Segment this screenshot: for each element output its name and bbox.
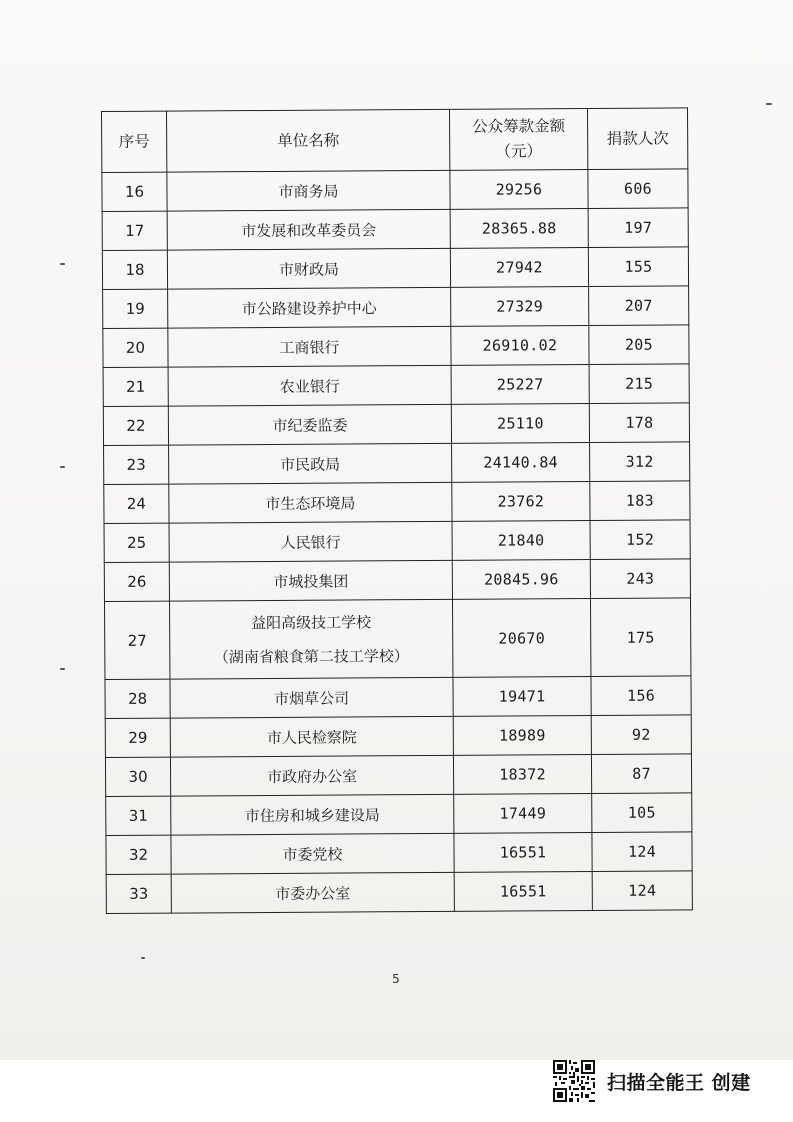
scan-speck [766, 103, 772, 105]
scan-speck [60, 263, 65, 265]
cell-unit: 市公路建设养护中心 [168, 287, 451, 328]
cell-index: 31 [106, 796, 171, 835]
cell-amount: 28365.88 [450, 209, 588, 249]
table-row [104, 598, 690, 680]
cell-unit: 工商银行 [168, 326, 451, 367]
cell-unit: 市住房和城乡建设局 [171, 794, 454, 835]
cell-index: 33 [106, 874, 171, 913]
cell-index: 22 [103, 406, 168, 445]
table-row [104, 559, 690, 602]
cell-donors: 92 [591, 715, 691, 755]
cell-unit: 市纪委监委 [168, 404, 451, 445]
cell-unit: 市发展和改革委员会 [167, 209, 450, 250]
header-index: 序号 [102, 111, 167, 172]
cell-unit: 人民银行 [169, 521, 452, 562]
cell-index: 18 [102, 250, 167, 289]
table-row [102, 247, 688, 290]
cell-amount: 16551 [454, 872, 592, 912]
cell-unit [169, 599, 452, 679]
cell-unit: 农业银行 [168, 365, 451, 406]
donation-table [101, 107, 693, 914]
table-row [106, 871, 692, 914]
cell-donors: 175 [590, 598, 690, 677]
cell-index: 26 [104, 562, 169, 601]
header-amount [449, 109, 587, 171]
cell-amount: 26910.02 [451, 326, 589, 366]
cell-index: 24 [104, 484, 169, 523]
cell-amount: 16551 [454, 833, 592, 873]
cell-index: 29 [105, 718, 170, 757]
table-row [105, 676, 691, 719]
cell-donors: 155 [588, 247, 688, 287]
table-row [103, 286, 689, 329]
cell-donors: 243 [590, 559, 690, 599]
cell-donors: 215 [589, 364, 689, 404]
table-row [105, 715, 691, 758]
cell-donors: 124 [592, 871, 692, 911]
cell-donors: 205 [589, 325, 689, 365]
table-row [105, 754, 691, 797]
header-amount-line1: 公众筹款金额 [472, 117, 566, 136]
cell-amount: 21840 [452, 521, 590, 561]
cell-index: 23 [104, 445, 169, 484]
cell-unit: 市人民检察院 [170, 716, 453, 757]
cell-donors: 207 [589, 286, 689, 326]
table-row [104, 520, 690, 563]
cell-unit: 市民政局 [169, 443, 452, 484]
cell-donors: 178 [589, 403, 689, 443]
cell-index: 19 [103, 289, 168, 328]
cell-index: 30 [105, 757, 170, 796]
scan-speck [60, 668, 65, 670]
cell-amount: 20670 [452, 599, 590, 678]
cell-amount: 23762 [452, 482, 590, 522]
cell-amount: 19471 [453, 677, 591, 717]
cell-index: 28 [105, 679, 170, 718]
cell-amount: 27329 [451, 287, 589, 327]
page-number: 5 [392, 972, 400, 986]
table-header-row [102, 108, 688, 173]
cell-unit-line2: （湖南省粮食第二技工学校） [213, 646, 409, 666]
cell-unit: 市委办公室 [171, 872, 454, 913]
cell-unit: 市财政局 [167, 248, 450, 289]
cell-index: 32 [106, 835, 171, 874]
cell-donors: 183 [590, 481, 690, 521]
table-row [103, 325, 689, 368]
cell-unit: 市政府办公室 [170, 755, 453, 796]
cell-unit: 市烟草公司 [170, 677, 453, 718]
cell-index: 16 [102, 172, 167, 211]
cell-index: 20 [103, 328, 168, 367]
table-row [104, 442, 690, 485]
cell-donors: 156 [591, 676, 691, 716]
cell-donors: 606 [588, 169, 688, 209]
header-donors: 捐款人次 [587, 108, 687, 170]
cell-donors: 105 [592, 793, 692, 833]
cell-amount: 29256 [450, 170, 588, 210]
cell-amount: 27942 [450, 248, 588, 288]
table-row [103, 403, 689, 446]
header-amount-line2: （元） [495, 142, 543, 161]
scan-speck [141, 957, 145, 959]
table-row [102, 208, 688, 251]
cell-amount: 17449 [454, 794, 592, 834]
cell-donors: 197 [588, 208, 688, 248]
cell-index: 27 [104, 601, 169, 679]
cell-unit: 市商务局 [167, 170, 450, 211]
brand-text: 扫描全能王 创建 [607, 1071, 751, 1094]
cell-amount: 24140.84 [452, 443, 590, 483]
cell-amount: 18372 [453, 755, 591, 795]
cell-donors: 312 [590, 442, 690, 482]
cell-unit-line1: 益阳高级技工学校 [251, 612, 372, 632]
scan-speck [60, 466, 65, 468]
cell-index: 21 [103, 367, 168, 406]
cell-donors: 87 [591, 754, 691, 794]
cell-unit: 市委党校 [171, 833, 454, 874]
cell-donors: 124 [592, 832, 692, 872]
cell-amount: 25227 [451, 365, 589, 405]
cell-donors: 152 [590, 520, 690, 560]
qr-code-icon [553, 1060, 595, 1102]
cell-unit: 市城投集团 [169, 560, 452, 601]
cell-amount: 25110 [451, 404, 589, 444]
cell-amount: 18989 [453, 716, 591, 756]
table-row [102, 169, 688, 212]
table-row [104, 481, 690, 524]
cell-index: 25 [104, 523, 169, 562]
table-row [103, 364, 689, 407]
cell-amount: 20845.96 [452, 560, 590, 600]
header-unit: 单位名称 [167, 109, 450, 172]
cell-index: 17 [102, 211, 167, 250]
cell-unit: 市生态环境局 [169, 482, 452, 523]
scanner-watermark [553, 1058, 751, 1104]
table-row [106, 832, 692, 875]
table-row [106, 793, 692, 836]
